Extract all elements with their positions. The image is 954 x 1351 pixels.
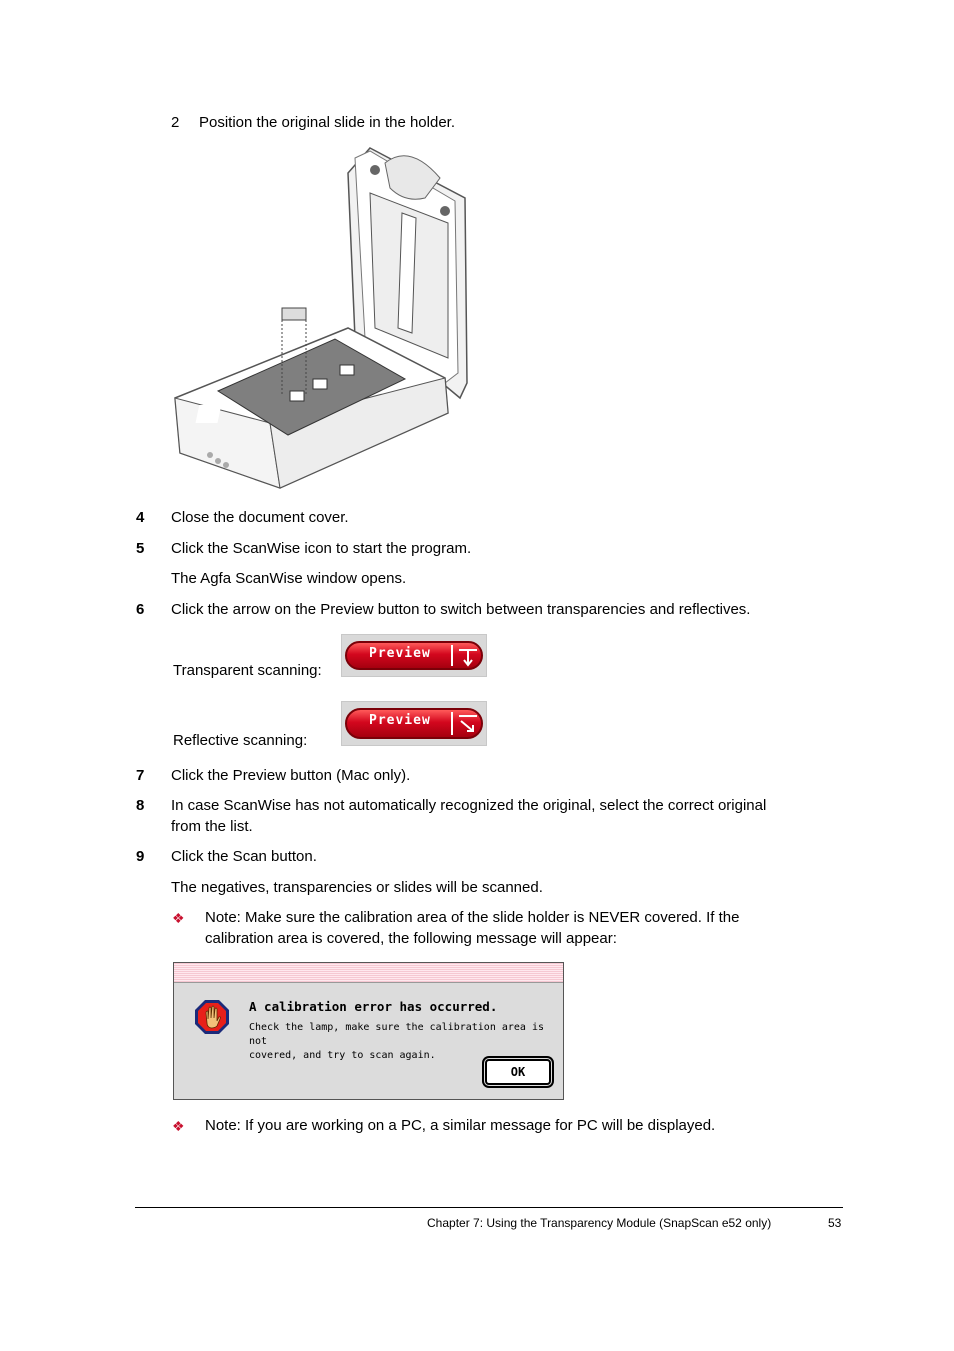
note-bullet-icon: ❖	[172, 910, 185, 926]
transparency-arrow-icon[interactable]	[457, 645, 479, 667]
preview-label: Preview	[369, 646, 431, 661]
preview-label: Preview	[369, 713, 431, 728]
calibration-error-dialog	[173, 962, 564, 1100]
step-6-number: 6	[136, 601, 145, 618]
note-1-line1: Note: Make sure the calibration area of the slide holder is NEVER covered. If the	[205, 909, 740, 926]
note-1-line2: calibration area is covered, the following message will appear:	[205, 930, 617, 947]
preview-button-reflective[interactable]	[341, 701, 487, 746]
dialog-title-bar[interactable]	[174, 963, 563, 983]
preview-button-transparent[interactable]	[341, 634, 487, 677]
step-5-number: 5	[136, 540, 145, 557]
step-4-number: 4	[136, 509, 145, 526]
stop-hand-icon	[194, 999, 230, 1035]
step-4-text: Close the document cover.	[171, 509, 349, 526]
step-8-text-line1: In case ScanWise has not automatically recognized the original, select the correct original	[171, 797, 767, 814]
step-7-text: Click the Preview button (Mac only).	[171, 767, 411, 784]
step-5-result: The Agfa ScanWise window opens.	[171, 570, 407, 587]
step-8-text-line2: from the list.	[171, 818, 253, 835]
scanner-illustration	[170, 143, 470, 493]
page-number: 53	[828, 1216, 842, 1230]
ok-button[interactable]: OK	[485, 1059, 551, 1085]
reflective-scanning-label: Reflective scanning:	[173, 732, 308, 749]
footer-chapter: Chapter 7: Using the Transparency Module (SnapScan e52 only)	[427, 1216, 772, 1230]
step-6-text: Click the arrow on the Preview button to switch between transparencies and reflectives.	[171, 601, 751, 618]
step-9-number: 9	[136, 848, 145, 865]
step-7-number: 7	[136, 767, 145, 784]
step-2-text: Position the original slide in the holder.	[199, 114, 455, 131]
footer-divider	[135, 1207, 843, 1208]
reflective-arrow-icon[interactable]	[457, 712, 479, 734]
note-bullet-icon: ❖	[172, 1118, 185, 1134]
dialog-message: Check the lamp, make sure the calibration area is not covered, and try to scan again.	[249, 1022, 545, 1061]
transparent-scanning-label: Transparent scanning:	[173, 662, 322, 679]
dialog-title: A calibration error has occurred.	[249, 999, 498, 1014]
step-9-result: The negatives, transparencies or slides will be scanned.	[171, 879, 543, 896]
step-2-number: 2	[171, 114, 180, 131]
step-5-text: Click the ScanWise icon to start the program.	[171, 540, 472, 557]
note-2-text: Note: If you are working on a PC, a similar message for PC will be displayed.	[205, 1117, 716, 1134]
step-8-number: 8	[136, 797, 145, 814]
step-9-text: Click the Scan button.	[171, 848, 317, 865]
